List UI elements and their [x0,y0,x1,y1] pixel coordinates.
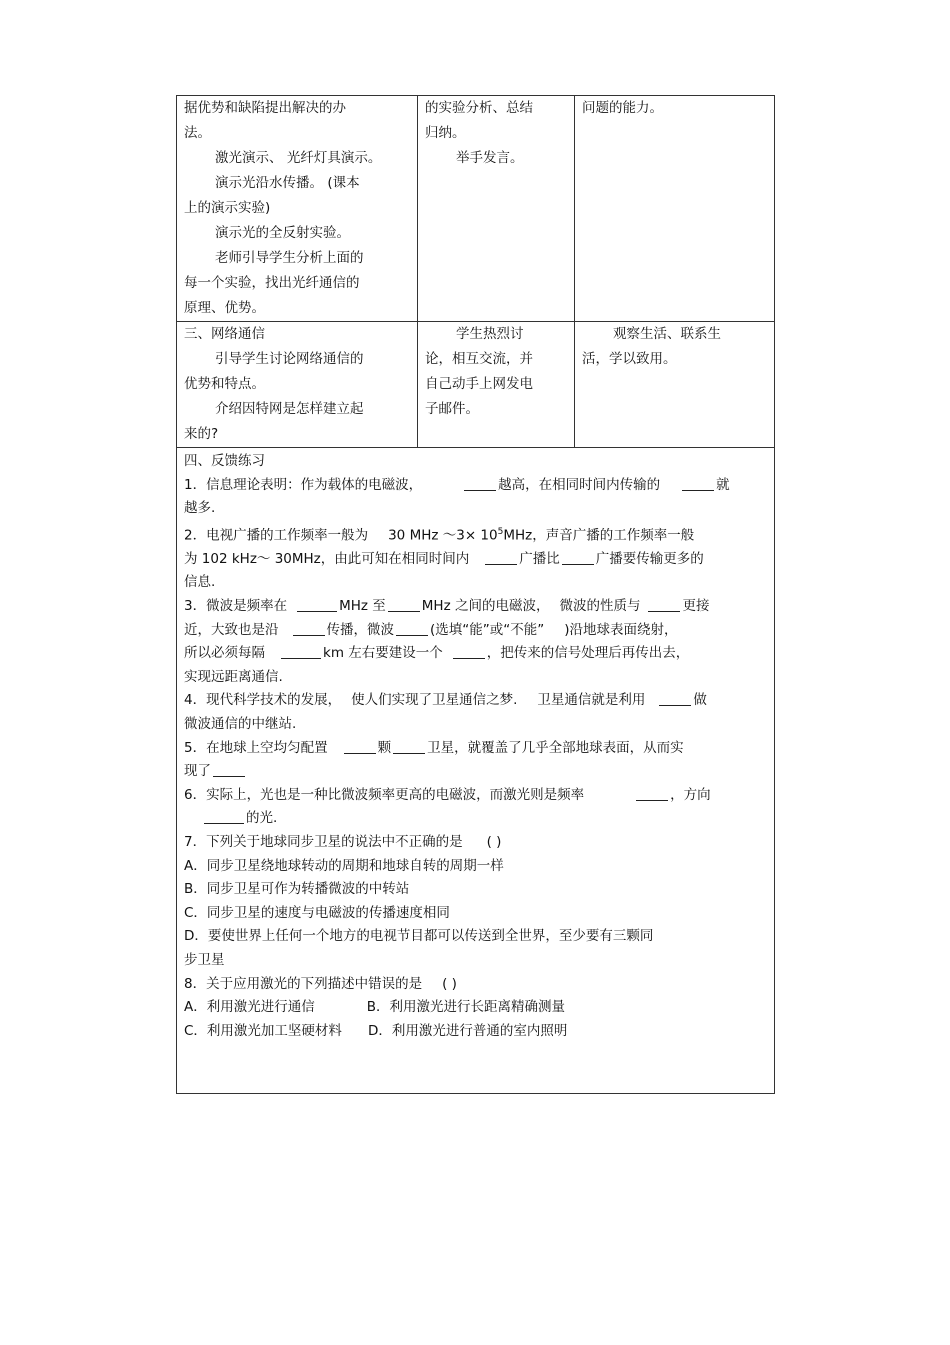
text-line: 学生热烈讨 [456,326,524,342]
question-8: 8．关于应用激光的下列描述中错误的是 ( ) [184,975,457,992]
question-7: 7．下列关于地球同步卫星的说法中不正确的是 ( ) [184,834,502,850]
answer-blank[interactable] [297,596,337,612]
answer-blank[interactable] [485,549,517,565]
text-line: 法。 [184,125,211,141]
section-heading: 四、反馈练习 [184,453,265,469]
design-intent-cell [575,322,775,448]
question-5: 5．在地球上空均匀配置 颗 卫星，就覆盖了几乎全部地球表面，从而实 [184,739,684,756]
text-line: 据优势和缺陷提出解决的办 [184,100,346,116]
question-2-cont: 信息. [184,574,216,591]
text-line: 自己动手上网发电 [425,376,533,392]
text-line: 激光演示、 光纤灯具演示。 [215,150,382,166]
text-line: 问题的能力。 [582,100,663,116]
answer-blank[interactable] [464,475,496,491]
answer-blank[interactable] [562,549,594,565]
text-line: 引导学生讨论网络通信的 [215,351,364,367]
text-line: 举手发言。 [456,150,524,166]
option-c[interactable]: C．同步卫星的速度与电磁波的传播速度相同 [184,904,450,921]
answer-blank[interactable] [648,596,680,612]
text-line: 优势和特点。 [184,376,265,392]
text-line: 子邮件。 [425,401,479,417]
answer-blank[interactable] [388,596,420,612]
text-line: 原理、优势。 [184,300,265,316]
answer-blank[interactable] [682,475,714,491]
question-2: 2．电视广播的工作频率一般为 30 MHz ～3× $10^5MHz$，声音广播的工作频率一般 [184,526,695,544]
text-line: 演示光沿水传播。 (课本 [215,175,360,191]
text-line: 来的? [184,426,219,442]
question-3-cont: 所以必须每隔 km 左右要建设一个 ，把传来的信号处理后再传出去， [184,645,690,662]
text-line: 归纳。 [425,125,466,141]
answer-blank[interactable] [293,620,325,636]
table-row [177,96,775,322]
text-line: 演示光的全反射实验。 [215,225,351,241]
answer-blank[interactable] [393,738,425,754]
table-row [177,448,775,1094]
question-2-cont: 为 102 kHz～ 30MHz，由此可知在相同时间内 广播比 广播要传输更多的 [184,550,704,567]
feedback-exercise-cell [177,448,775,1094]
answer-blank[interactable] [396,620,428,636]
text-line: 的实验分析、总结 [425,100,533,116]
answer-blank[interactable] [636,785,668,801]
question-6-cont: 的光. [184,807,768,831]
answer-blank[interactable] [281,643,321,659]
question-6: 6．实际上，光也是一种比微波频率更高的电磁波，而激光则是频率 ，方向 [184,786,711,803]
option-b[interactable]: B．利用激光进行长距离精确测量 [366,999,566,1016]
student-activity-cell [418,322,575,448]
option-c[interactable]: C．利用激光加工坚硬材料 [184,1022,342,1039]
text-line: 观察生活、联系生 [613,326,722,342]
lesson-plan-table [176,95,775,1094]
options-ab [184,996,768,1020]
option-d-cont: 步卫星 [184,951,225,968]
question-1-cont: 越多. [184,500,216,517]
option-d[interactable]: D．利用激光进行普通的室内照明 [367,1022,568,1039]
text-line: 老师引导学生分析上面的 [215,250,364,266]
student-activity-cell [418,96,575,322]
answer-blank[interactable] [453,643,485,659]
answer-blank[interactable] [659,690,691,706]
option-a[interactable]: A．同步卫星绕地球转动的周期和地球自转的周期一样 [184,857,504,874]
text-line: 每一个实验，找出光纤通信的 [184,275,360,291]
section-heading: 三、网络通信 [184,326,265,342]
question-3-cont: 实现远距离通信. [184,668,283,685]
text-line: 介绍因特网是怎样建立起 [215,401,364,417]
answer-blank[interactable] [344,738,376,754]
question-4: 4．现代科学技术的发展， 使人们实现了卫星通信之梦. 卫星通信就是利用 做 [184,692,707,709]
text-line: 上的演示实验) [184,200,271,216]
text-line: 论，相互交流，并 [425,351,533,367]
options-cd [184,1020,768,1044]
question-3-cont: 近，大致也是沿 传播，微波 (选填“能”或“不能” )沿地球表面绕射， [184,621,678,638]
option-a[interactable]: A．利用激光进行通信 [184,999,315,1016]
teacher-activity-cell [177,322,418,448]
question-1: 1．信息理论表明：作为载体的电磁波， 越高，在相同时间内传输的 就 [184,476,730,493]
answer-blank[interactable] [204,808,244,824]
question-5-cont: 现了 [184,760,768,784]
table-row [177,322,775,448]
teacher-activity-cell [177,96,418,322]
text-line: 活，学以致用。 [582,351,677,367]
question-4-cont: 微波通信的中继站. [184,716,297,733]
question-3: 3．微波是频率在 MHz 至 MHz 之间的电磁波， 微波的性质与 更接 [184,598,710,615]
option-d[interactable]: D．要使世界上任何一个地方的电视节目都可以传送到全世界，至少要有三颗同 [184,928,654,945]
answer-blank[interactable] [213,761,245,777]
design-intent-cell [575,96,775,322]
option-b[interactable]: B．同步卫星可作为转播微波的中转站 [184,881,410,898]
